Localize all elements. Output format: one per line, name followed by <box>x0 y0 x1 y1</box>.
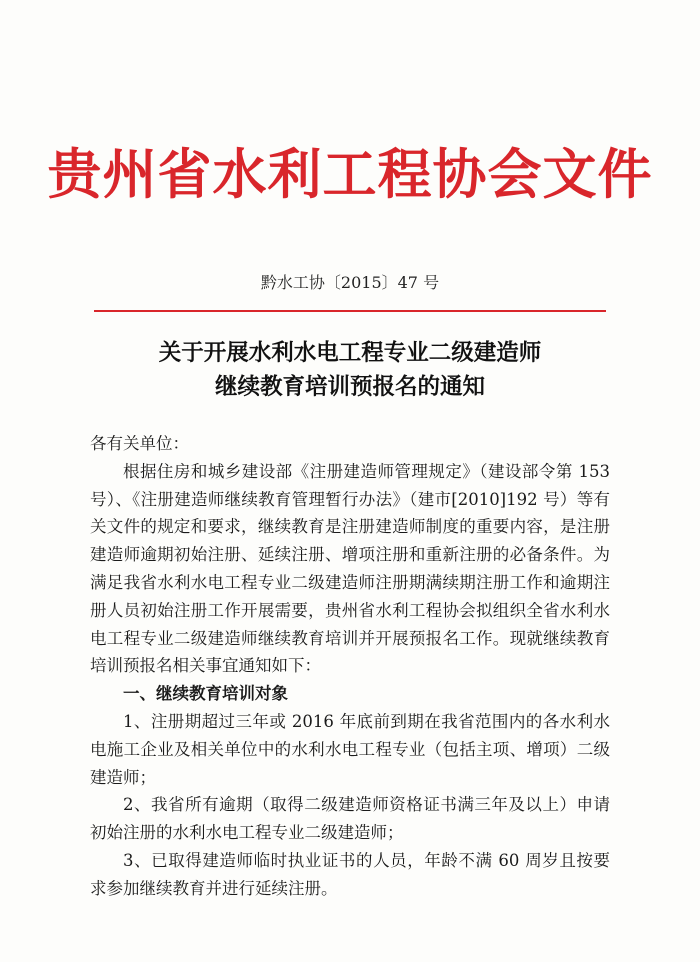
section-heading-1: 一、继续教育培训对象 <box>123 684 288 704</box>
notice-body <box>90 430 610 903</box>
document-header-title: 贵州省水利工程协会文件 <box>47 143 653 206</box>
notice-title-line-1: 关于开展水利水电工程专业二级建造师 <box>158 340 542 366</box>
list-item-3: 3、已取得建造师临时执业证书的人员，年龄不满 60 周岁且按要求参加继续教育并进行延续注册。 <box>90 850 610 898</box>
salutation: 各有关单位： <box>90 434 189 453</box>
notice-title-line-2: 继续教育培训预报名的通知 <box>214 374 485 400</box>
document-number: 黔水工协〔2015〕47 号 <box>260 273 440 292</box>
intro-paragraph: 根据住房和城乡建设部《注册建造师管理规定》（建设部令第 153 号）、《注册建造师继续教育管理暂行办法》（建市[2010]192 号）等有关文件的规定和要求，继续教育是注册建造师制度的重要内容，是注册建造师逾期初始注册、延续注册、增项注册和重新注册的必备条件。为满足我省水利水电工程专业二级建造师注册期满续期注册工作和逾期注册人员初始注册工作开展需要，贵州省水利工程协会拟组织全省水利水电工程专业二级建造师继续教育培训并开展预报名工作。现就继续教育培训预报名相关事宜通知如下： <box>90 461 610 676</box>
notice-title <box>0 336 700 404</box>
red-divider-line <box>94 310 606 312</box>
list-item-1: 1、注册期超过三年或 2016 年底前到期在我省范围内的各水利水电施工企业及相关单位中的水利水电工程专业（包括主项、增项）二级建造师； <box>90 711 610 787</box>
list-item-2: 2、我省所有逾期（取得二级建造师资格证书满三年及以上）申请初始注册的水利水电工程专业二级建造师； <box>90 795 610 843</box>
